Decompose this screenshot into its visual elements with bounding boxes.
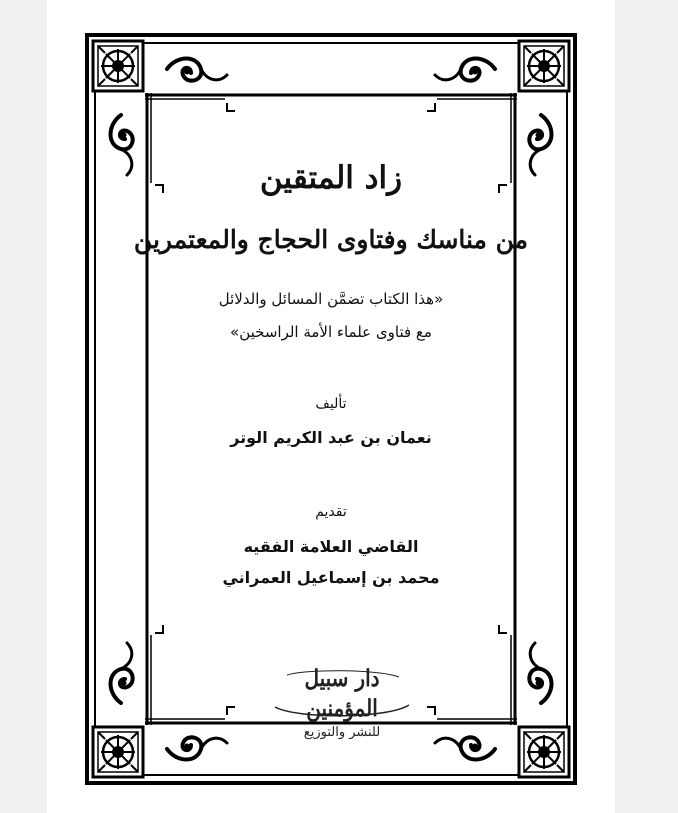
description-line-2: مع فتاوى علماء الأمة الراسخين» [230,323,432,341]
introduction-label: تقديم [315,504,347,520]
author-name: نعمان بن عبد الكريم الوتر [230,428,432,447]
book-subtitle: من مناسك وفتاوى الحجاج والمعتمرين [133,225,529,254]
author-label: تأليف [315,396,347,412]
publisher-name: دار سبيل المؤمنين [304,664,380,722]
description-line-1: «هذا الكتاب تضمَّن المسائل والدلائل [218,290,444,308]
introducer-title: القاضي العلامة الفقيه [243,537,419,556]
book-title: زاد المتقين [259,160,403,196]
publisher-logo [267,664,417,742]
book-cover-page [47,0,615,813]
publisher-tagline: للنشر والتوزيع [303,725,381,740]
introducer-name: محمد بن إسماعيل العمراني [222,568,440,587]
